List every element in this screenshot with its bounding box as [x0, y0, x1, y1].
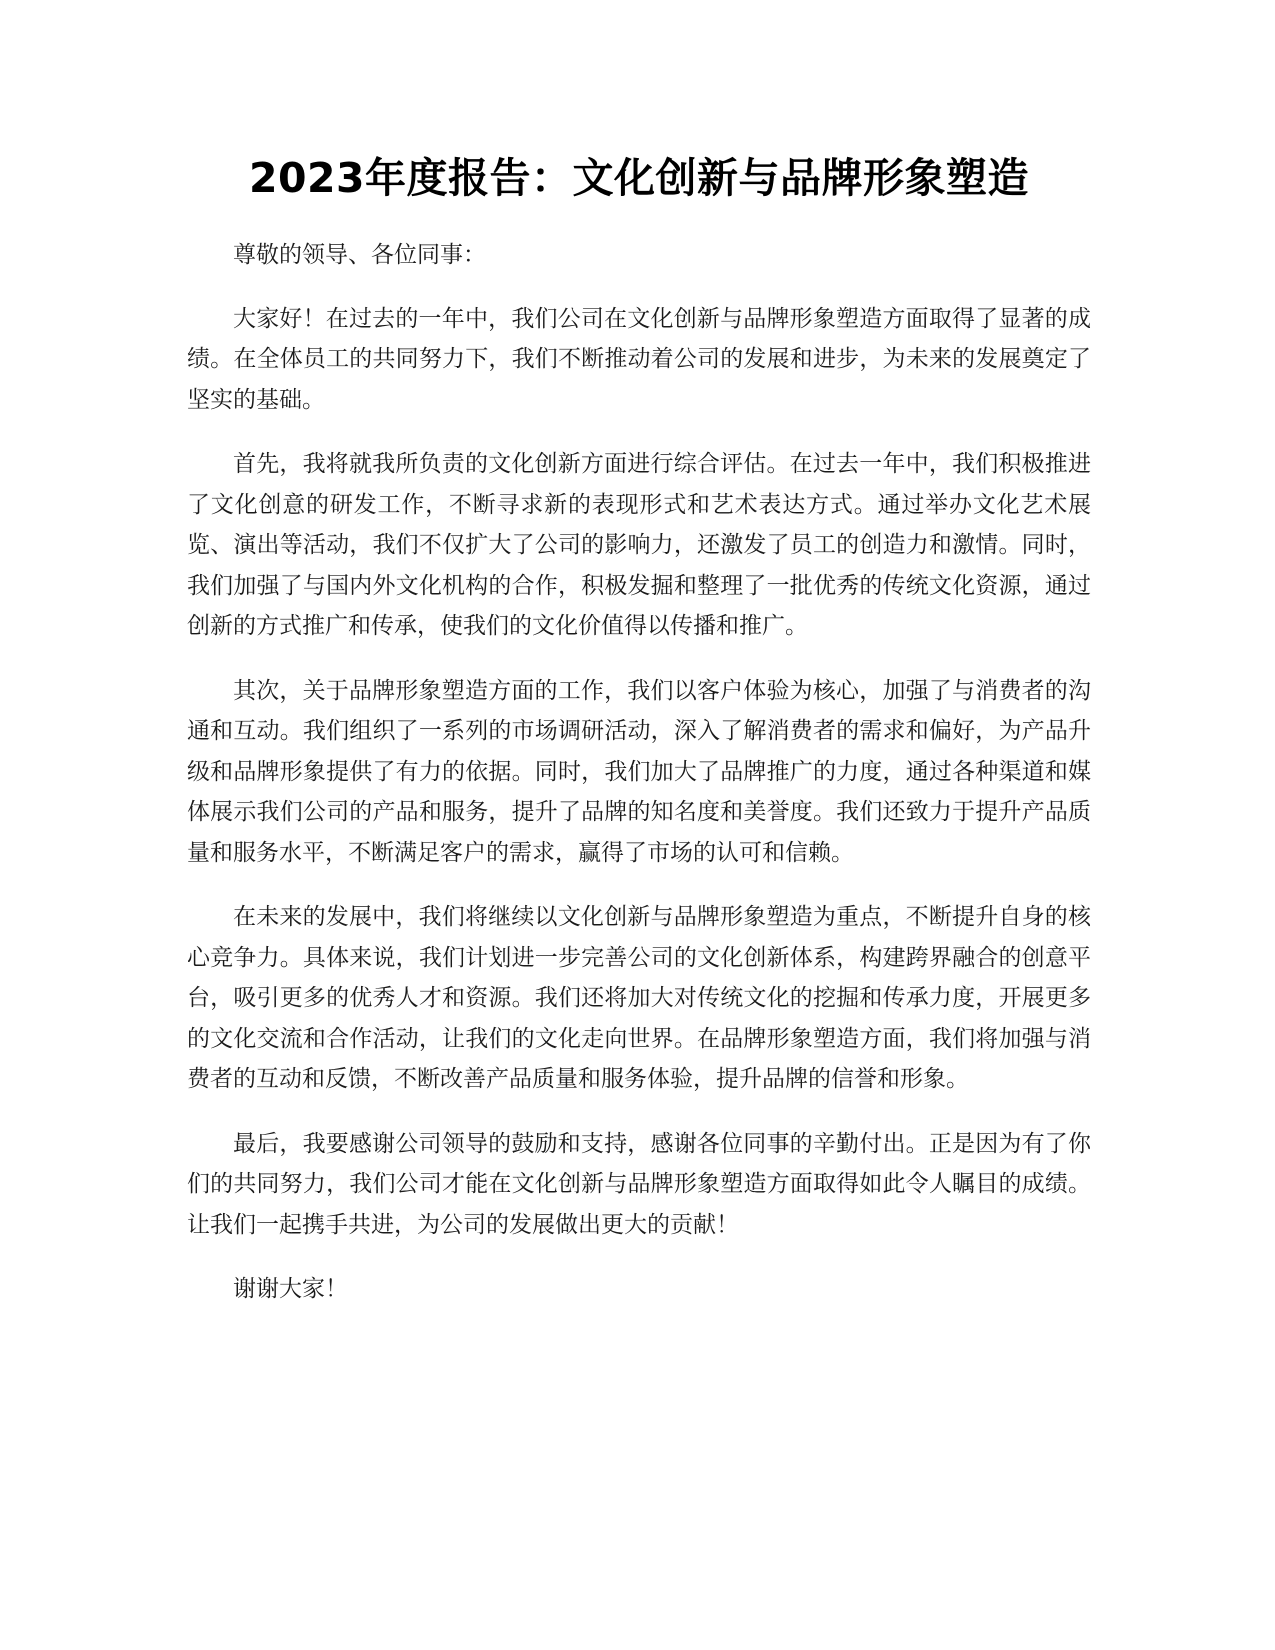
paragraph-thanks: 最后，我要感谢公司领导的鼓励和支持，感谢各位同事的辛勤付出。正是因为有了你们的共同努力，我们公司才能在文化创新与品牌形象塑造方面取得如此令人瞩目的成绩。让我们一起携手共进，为公司的发展做出更大的贡献！	[187, 1130, 1091, 1238]
salutation: 尊敬的领导、各位同事：	[233, 242, 486, 268]
paragraph-greeting: 大家好！在过去的一年中，我们公司在文化创新与品牌形象塑造方面取得了显著的成绩。在全体员工的共同努力下，我们不断推动着公司的发展和进步，为未来的发展奠定了坚实的基础。	[187, 305, 1091, 413]
closing-line: 谢谢大家！	[233, 1276, 348, 1302]
document-body	[187, 235, 1091, 1310]
paragraph-culture-innovation: 首先，我将就我所负责的文化创新方面进行综合评估。在过去一年中，我们积极推进了文化创意的研发工作，不断寻求新的表现形式和艺术表达方式。通过举办文化艺术展览、演出等活动，我们不仅扩大了公司的影响力，还激发了员工的创造力和激情。同时，我们加强了与国内外文化机构的合作，积极发掘和整理了一批优秀的传统文化资源，通过创新的方式推广和传承，使我们的文化价值得以传播和推广。	[187, 451, 1091, 639]
document-page	[187, 0, 1091, 1334]
paragraph-future-plans: 在未来的发展中，我们将继续以文化创新与品牌形象塑造为重点，不断提升自身的核心竞争力。具体来说，我们计划进一步完善公司的文化创新体系，构建跨界融合的创意平台，吸引更多的优秀人才和资源。我们还将加大对传统文化的挖掘和传承力度，开展更多的文化交流和合作活动，让我们的文化走向世界。在品牌形象塑造方面，我们将加强与消费者的互动和反馈，不断改善产品质量和服务体验，提升品牌的信誉和形象。	[187, 904, 1091, 1092]
document-title: 2023年度报告：文化创新与品牌形象塑造	[248, 154, 1030, 202]
paragraph-brand-image: 其次，关于品牌形象塑造方面的工作，我们以客户体验为核心，加强了与消费者的沟通和互动。我们组织了一系列的市场调研活动，深入了解消费者的需求和偏好，为产品升级和品牌形象提供了有力的依据。同时，我们加大了品牌推广的力度，通过各种渠道和媒体展示我们公司的产品和服务，提升了品牌的知名度和美誉度。我们还致力于提升产品质量和服务水平，不断满足客户的需求，赢得了市场的认可和信赖。	[187, 677, 1091, 866]
